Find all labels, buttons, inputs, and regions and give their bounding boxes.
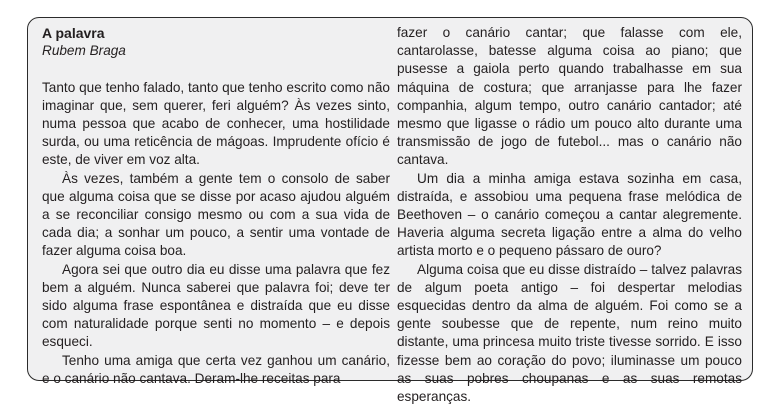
paragraph-5: Um dia a minha amiga estava sozinha em casa, distraída, e assobiou uma pequena frase melódica de Beethoven – o canário começou a cantar alegremente. Haveria alguma secreta ligação entre a alma do velho artista morto e o pequeno pássaro de ouro? [397,170,742,259]
paragraph-4: Tenho uma amiga que certa vez ganhou um canário, e o canário não cantava. Deram-lhe receitas para [42,352,390,386]
paragraph-1: Tanto que tenho falado, tanto que tenho escrito como não imaginar que, sem querer, feri alguém? Às vezes sinto, numa pessoa que acabo de conhecer, uma hostilidade surda, ou uma reticência de mágoas. Imprudente ofício é este, de viver em voz alta. [42,79,390,168]
paragraph-2: Às vezes, também a gente tem o consolo de saber que alguma coisa que se disse por acaso ajudou alguém a se reconciliar consigo mesmo ou com a sua vida de cada dia; a sonhar um pouco, a sentir uma vontade de fazer alguma coisa boa. [42,170,390,259]
text-author: Rubem Braga [42,43,126,59]
left-column [42,24,390,388]
paragraph-4-continued: fazer o canário cantar; que falasse com ele, cantarolasse, batesse alguma coisa ao piano; que pusesse a gaiola perto quando trabalhasse em sua máquina de costura; que arranjasse para lhe fazer companhia, algum tempo, outro canário cantador; até mesmo que ligasse o rádio um pouco alto durante uma transmissão de jogo de futebol... mas o canário não cantava. [397,25,742,168]
paragraph-6: Alguma coisa que eu disse distraído – talvez palavras de algum poeta antigo – foi despertar melodias esquecidas dentro da alma de alguém. Foi como se a gente soubesse que de repente, num reino muito distante, uma princesa muito triste tivesse sorrido. E isso fizesse bem ao coração do povo; iluminasse um pouco as suas pobres choupanas e as suas remotas esperanças. [397,261,742,405]
right-column [397,24,742,406]
text-box [27,17,753,405]
text-title: A palavra [42,25,105,41]
paragraph-3: Agora sei que outro dia eu disse uma palavra que fez bem a alguém. Nunca saberei que palavra foi; deve ter sido alguma frase espontânea e distraída que eu disse com naturalidade porque senti no momento – e depois esqueci. [42,261,390,350]
